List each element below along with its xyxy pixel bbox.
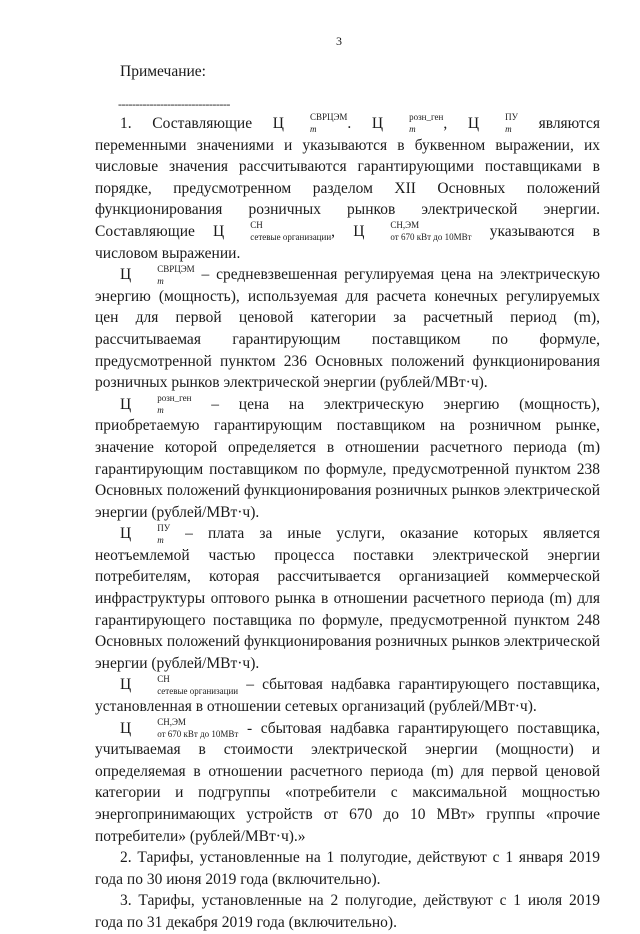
symbol-rozn-gen: Ц розн_ген m [371, 112, 444, 135]
symbol-pu: Ц ПУ m [467, 112, 518, 135]
definition-rozn-gen: Ц розн_ген m – цена на электрическую энергию (мощность), приобретаемую гарантирующим поставщиком на розничном рынке, значение которой определяется в отношении расчетного периода (m) гарантирующим поставщиком по формуле, предусмотренной пунктом 238 Основных положений функционирования розничных рынков электрической энергии (рублей/МВт·ч). [95, 393, 600, 521]
definition-sn-set: Ц СН сетевые организации – сбытовая надбавка гарантирующего поставщика, установленная в отношении сетевых организаций (рублей/МВт·ч). [95, 673, 600, 716]
separator-line: -------------------------------- [118, 97, 230, 111]
paragraph-1-lead: 1. Составляющие [120, 115, 253, 132]
paragraph-1-text-a: являются переменными значениями и указываются в буквенном выражении, их числовые значения рассчитываются гарантирующими поставщиками в порядке, предусмотренном разделом XII Основных положений функционирования розничных рынков электрической энергии. Составляющие [95, 115, 601, 240]
note-title: Примечание: [120, 63, 206, 80]
symbol-pu-def: Ц ПУ m [120, 522, 171, 545]
symbol-sn-set: Ц СН сетевые организации [213, 220, 332, 243]
symbol-sn-set-def: Ц СН сетевые организации [120, 673, 239, 696]
symbol-rozn-gen-def: Ц розн_ген m [120, 393, 192, 416]
definition-svrtsem: Ц СВРЦЭМ m – средневзвешенная регулируемая цена на электрическую энергию (мощность), используемая для расчета конечных регулируемых цен для первой ценовой категории за расчетный период (m), рассчитываемая гарантирующим поставщиком по формуле, предусмотренной пунктом 236 Основных положений функционирования розничных рынков электрической энергии (рублей/МВт·ч). [95, 263, 600, 392]
symbol-svrtsem: Ц СВРЦЭМ m [272, 112, 348, 135]
symbol-svrtsem-def: Ц СВРЦЭМ m [120, 263, 195, 286]
document-body [95, 113, 600, 934]
symbol-sn-em-def: Ц СН,ЭМ от 670 кВт до 10МВт [120, 717, 239, 740]
paragraph-2: 2. Тарифы, установленные на 1 полугодие, действуют с 1 января 2019 года по 30 июня 2019 года (включительно). [95, 849, 600, 888]
paragraph-3: 3. Тарифы, установленные на 2 полугодие, действуют с 1 июля 2019 года по 31 декабря 2019 года (включительно). [95, 892, 600, 931]
paragraph-1: 1. Составляющие Ц СВРЦЭМ m . Ц розн_ген m , Ц ПУ m являются переменными значениями и указываются в буквенном выражении, их числовые значения рассчитываются гарантирующими поставщиками в порядке, предусмотренном разделом XII Основных положений функционирования розничных рынков электрической энергии. Составляющие Ц СН сетевые организации , Ц СН,ЭМ от 670 кВт до 10МВт указываются в числовом выражении. [95, 112, 601, 262]
symbol-sn-em: Ц СН,ЭМ от 670 кВт до 10МВт [353, 220, 472, 243]
page-number: 3 [336, 34, 342, 48]
definition-sn-em: Ц СН,ЭМ от 670 кВт до 10МВт - сбытовая надбавка гарантирующего поставщика, учитываемая в стоимости электрической энергии (мощности) и определяемая в отношении расчетного периода (m) для первой ценовой категории и подгруппы «потребители с максимальной мощностью энергопринимающих устройств от 670 до 10 МВт» группы «прочие потребители» (рублей/МВт·ч).» [95, 717, 600, 845]
paragraph-1-text-b: указываются в числовом выражении. [95, 222, 600, 262]
definition-pu: Ц ПУ m – плата за иные услуги, оказание которых является неотъемлемой частью процесса поставки электрической энергии потребителям, которая рассчитывается организацией коммерческой инфраструктуры оптового рынка в отношении расчетного периода (m) для гарантирующего поставщика по формуле, предусмотренной пунктом 248 Основных положений функционирования розничных рынков электрической энергии (рублей/МВт·ч). [95, 522, 601, 672]
